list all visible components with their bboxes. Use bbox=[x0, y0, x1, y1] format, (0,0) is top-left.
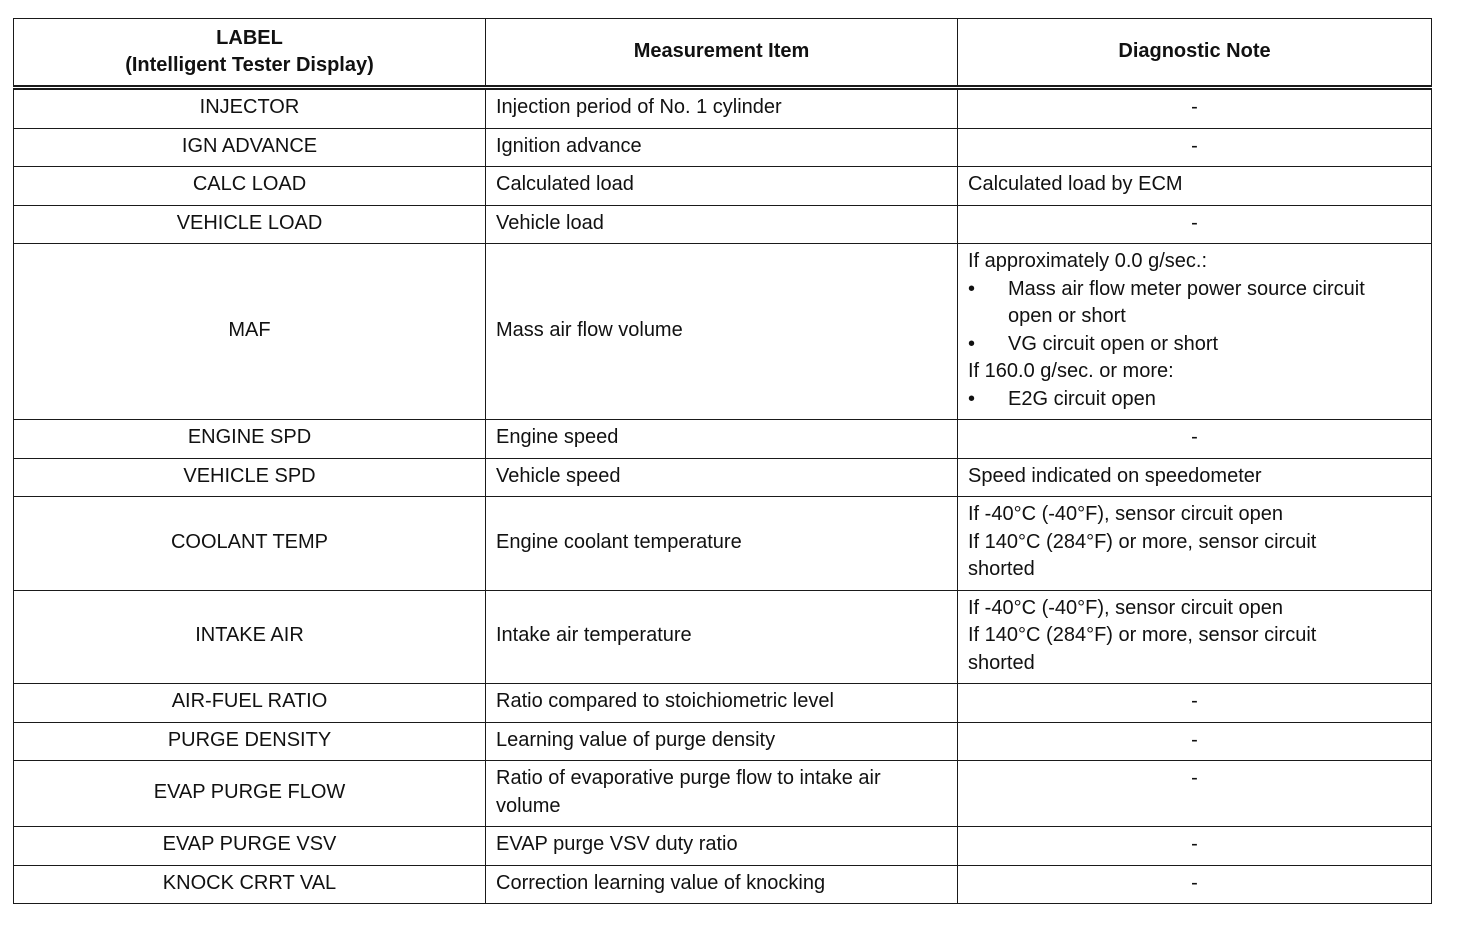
label-cell: INJECTOR bbox=[14, 88, 486, 129]
table-row-evap-purge-vsv bbox=[14, 827, 1432, 866]
data-list-table bbox=[13, 18, 1432, 904]
bullet-item bbox=[968, 331, 1421, 359]
label-cell: AIR-FUEL RATIO bbox=[14, 684, 486, 723]
bullet-icon: • bbox=[968, 332, 976, 355]
note-cell bbox=[958, 244, 1432, 420]
header-row bbox=[14, 19, 1432, 88]
table-row-knock-crrt-val bbox=[14, 865, 1432, 904]
label-cell: EVAP PURGE VSV bbox=[14, 827, 486, 866]
measurement-cell: Mass air flow volume bbox=[486, 244, 958, 420]
label-cell: ENGINE SPD bbox=[14, 420, 486, 459]
label-cell: INTAKE AIR bbox=[14, 590, 486, 684]
note-cell bbox=[958, 497, 1432, 591]
table-row-vehicle-spd bbox=[14, 458, 1432, 497]
label-cell: KNOCK CRRT VAL bbox=[14, 865, 486, 904]
note-cell: - bbox=[958, 722, 1432, 761]
measurement-cell: Ignition advance bbox=[486, 128, 958, 167]
bullet-icon: • bbox=[968, 277, 976, 300]
note-cell: Calculated load by ECM bbox=[958, 167, 1432, 206]
note-line: shorted bbox=[968, 651, 1035, 674]
note-line: If approximately 0.0 g/sec.: bbox=[968, 250, 1208, 272]
note-cell: Speed indicated on speedometer bbox=[958, 458, 1432, 497]
table-row-coolant-temp bbox=[14, 497, 1432, 591]
header-diagnostic-note: Diagnostic Note bbox=[958, 19, 1432, 88]
bullet-text bbox=[1008, 276, 1421, 331]
table-row-ign-advance bbox=[14, 128, 1432, 167]
note-line: If 160.0 g/sec. or more: bbox=[968, 360, 1174, 382]
bullet-icon: • bbox=[968, 387, 976, 410]
measurement-cell: Learning value of purge density bbox=[486, 722, 958, 761]
note-line: If 140°C (284°F) or more, sensor circuit bbox=[968, 530, 1317, 553]
bullet-item bbox=[968, 276, 1421, 331]
note-cell: - bbox=[958, 761, 1432, 827]
measurement-cell: Vehicle load bbox=[486, 205, 958, 244]
note-cell: - bbox=[958, 827, 1432, 866]
measurement-cell: Engine coolant temperature bbox=[486, 497, 958, 591]
table-body bbox=[14, 88, 1432, 904]
label-cell: CALC LOAD bbox=[14, 167, 486, 206]
label-cell: EVAP PURGE FLOW bbox=[14, 761, 486, 827]
table-row-injector bbox=[14, 88, 1432, 129]
label-cell: PURGE DENSITY bbox=[14, 722, 486, 761]
table-row-calc-load bbox=[14, 167, 1432, 206]
measurement-cell: Vehicle speed bbox=[486, 458, 958, 497]
label-cell: VEHICLE SPD bbox=[14, 458, 486, 497]
note-cell: - bbox=[958, 205, 1432, 244]
measurement-cell: Engine speed bbox=[486, 420, 958, 459]
label-cell: COOLANT TEMP bbox=[14, 497, 486, 591]
note-cell: - bbox=[958, 684, 1432, 723]
header-label-line2: (Intelligent Tester Display) bbox=[125, 54, 374, 76]
bullet-text-line: open or short bbox=[1008, 305, 1126, 327]
measurement-cell: Ratio compared to stoichiometric level bbox=[486, 684, 958, 723]
table-row-maf bbox=[14, 244, 1432, 420]
measurement-line: Ratio of evaporative purge flow to intake air bbox=[496, 767, 881, 789]
note-cell: - bbox=[958, 88, 1432, 129]
measurement-line: volume bbox=[496, 794, 561, 817]
table-row-air-fuel-ratio bbox=[14, 684, 1432, 723]
note-line: If 140°C (284°F) or more, sensor circuit bbox=[968, 624, 1317, 646]
label-cell: VEHICLE LOAD bbox=[14, 205, 486, 244]
note-cell bbox=[958, 590, 1432, 684]
measurement-cell: Injection period of No. 1 cylinder bbox=[486, 88, 958, 129]
bullet-item bbox=[968, 386, 1421, 414]
bullet-text: E2G circuit open bbox=[1008, 387, 1156, 410]
bullet-text-line: Mass air flow meter power source circuit bbox=[1008, 277, 1365, 300]
table-row-vehicle-load bbox=[14, 205, 1432, 244]
note-line: If -40°C (-40°F), sensor circuit open bbox=[968, 503, 1283, 525]
note-line: shorted bbox=[968, 558, 1035, 580]
measurement-cell: Calculated load bbox=[486, 167, 958, 206]
note-cell: - bbox=[958, 865, 1432, 904]
note-cell: - bbox=[958, 420, 1432, 459]
label-cell: MAF bbox=[14, 244, 486, 420]
measurement-cell bbox=[486, 761, 958, 827]
note-line: If -40°C (-40°F), sensor circuit open bbox=[968, 596, 1283, 619]
table-row-engine-spd bbox=[14, 420, 1432, 459]
header-label-line1: LABEL bbox=[216, 26, 283, 49]
table-row-intake-air bbox=[14, 590, 1432, 684]
bullet-text: VG circuit open or short bbox=[1008, 332, 1219, 355]
measurement-cell: Intake air temperature bbox=[486, 590, 958, 684]
measurement-cell: EVAP purge VSV duty ratio bbox=[486, 827, 958, 866]
table-row-evap-purge-flow bbox=[14, 761, 1432, 827]
table-header bbox=[14, 19, 1432, 88]
header-measurement-item: Measurement Item bbox=[486, 19, 958, 88]
header-label bbox=[14, 19, 486, 88]
table-row-purge-density bbox=[14, 722, 1432, 761]
label-cell: IGN ADVANCE bbox=[14, 128, 486, 167]
note-cell: - bbox=[958, 128, 1432, 167]
measurement-cell: Correction learning value of knocking bbox=[486, 865, 958, 904]
